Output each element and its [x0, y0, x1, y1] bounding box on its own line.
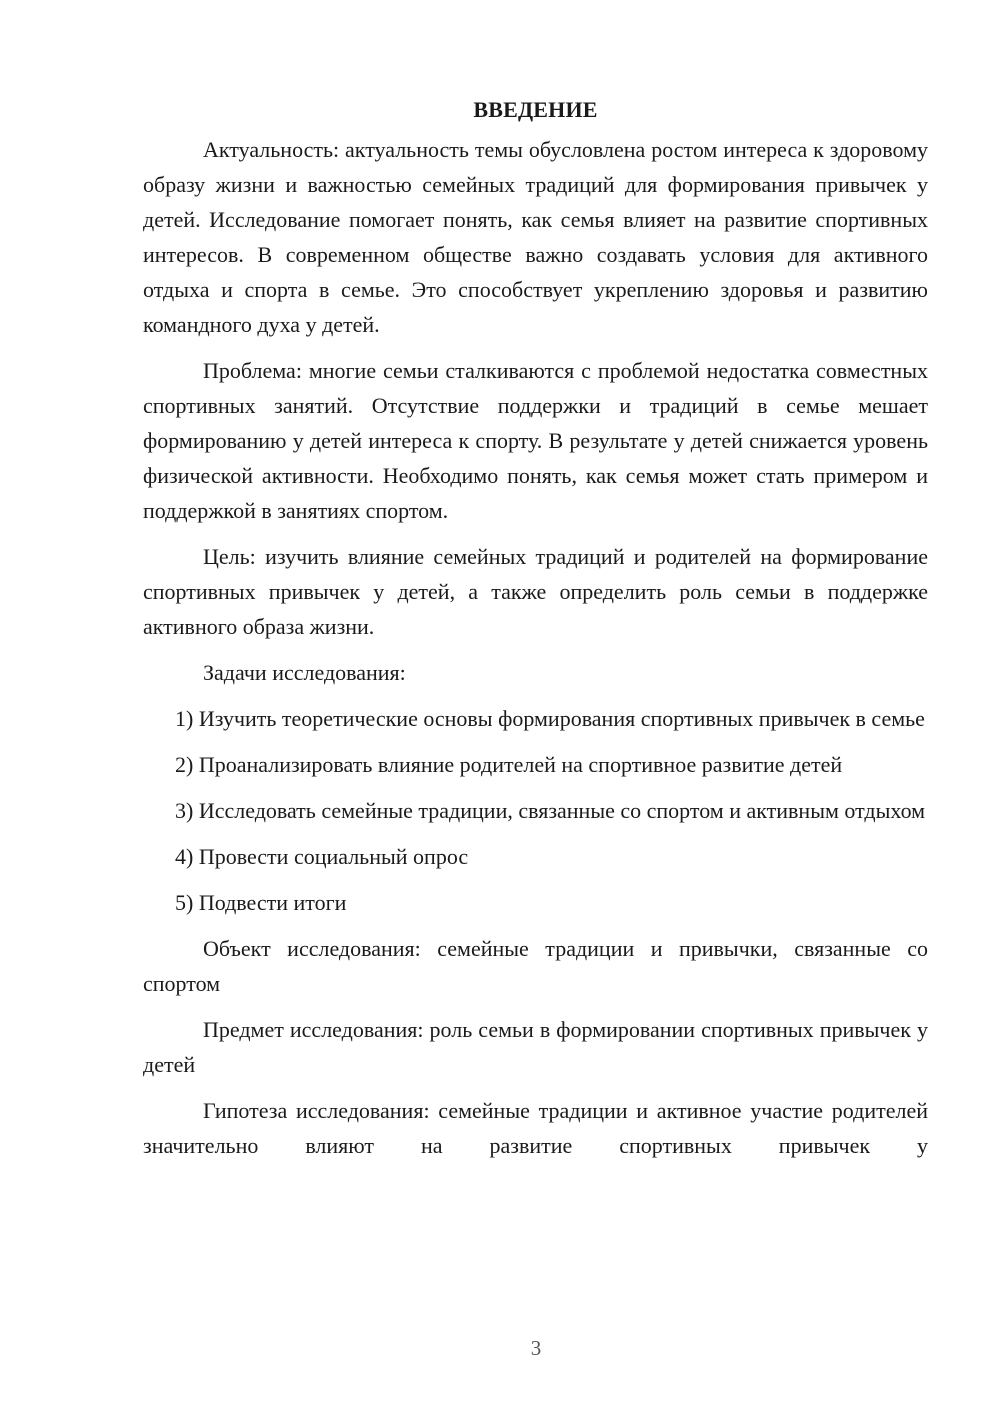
- page-number: 3: [530, 1336, 542, 1360]
- section-title: ВВЕДЕНИЕ: [473, 97, 598, 122]
- tasks-heading: Задачи исследования:: [203, 660, 406, 685]
- subject-paragraph: Предмет исследования: роль семьи в формировании спортивных привычек у детей: [143, 1017, 928, 1077]
- task-item: 3) Исследовать семейные традиции, связанные со спортом и активным отдыхом: [175, 798, 926, 823]
- relevance-paragraph: Актуальность: актуальность темы обусловлена ростом интереса к здоровому образу жизни и важностью семейных традиций для формирования привычек у детей. Исследование помогает понять, как семья влияет на развитие спортивных интересов. В современном обществе важно создавать условия для активного отдыха и спорта в семье. Это способствует укреплению здоровья и развитию командного духа у детей.: [143, 137, 928, 337]
- task-item: 4) Провести социальный опрос: [175, 844, 469, 869]
- document-page: [143, 92, 928, 1174]
- task-item: 2) Проанализировать влияние родителей на спортивное развитие детей: [175, 752, 843, 777]
- object-paragraph: Объект исследования: семейные традиции и привычки, связанные со спортом: [143, 936, 928, 996]
- problem-paragraph: Проблема: многие семьи сталкиваются с проблемой недостатка совместных спортивных занятий. Отсутствие поддержки и традиций в семье мешает формированию у детей интереса к спорту. В результате у детей снижается уровень физической активности. Необходимо понять, как семья может стать примером и поддержкой в занятиях спортом.: [143, 358, 928, 523]
- goal-paragraph: Цель: изучить влияние семейных традиций и родителей на формирование спортивных привычек у детей, а также определить роль семьи в поддержке активного образа жизни.: [143, 544, 928, 639]
- task-item: 5) Подвести итоги: [175, 890, 347, 915]
- hypothesis-paragraph: Гипотеза исследования: семейные традиции и активное участие родителей значительно влияют на развитие спортивных привычек у: [143, 1098, 928, 1158]
- task-item: 1) Изучить теоретические основы формирования спортивных привычек в семье: [175, 706, 925, 731]
